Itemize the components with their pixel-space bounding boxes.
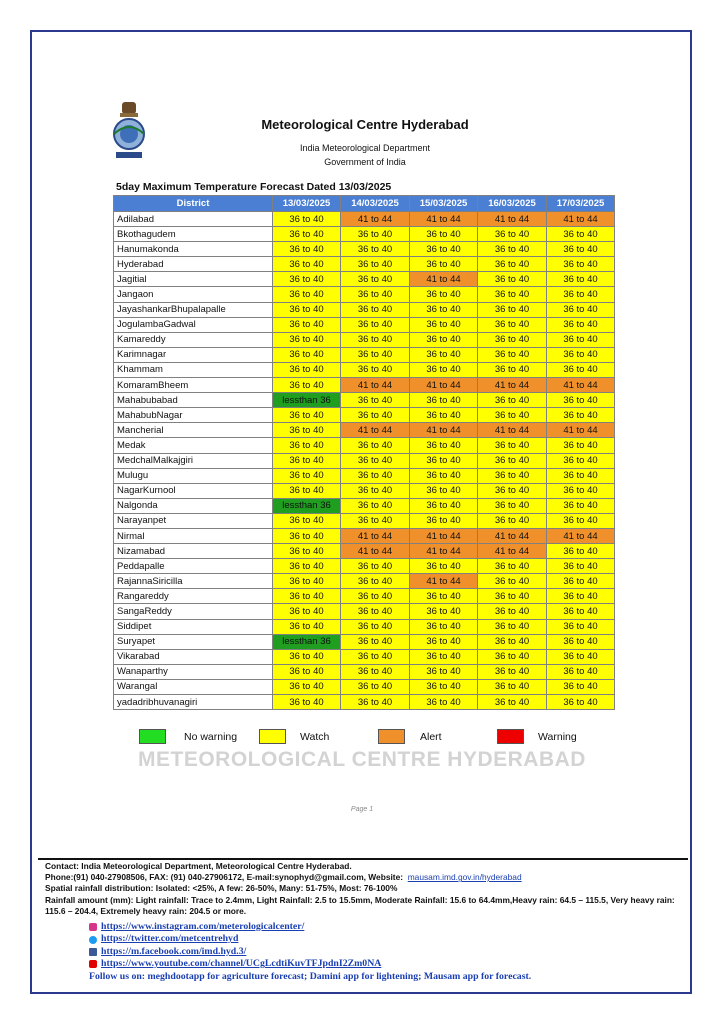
forecast-cell: 36 to 40: [547, 362, 615, 377]
district-name: Warangal: [114, 679, 273, 694]
forecast-cell: 41 to 44: [547, 378, 615, 393]
forecast-cell: lessthan 36: [273, 498, 341, 513]
forecast-cell: 36 to 40: [410, 559, 478, 574]
forecast-table: [113, 195, 615, 710]
forecast-cell: 41 to 44: [478, 544, 547, 559]
watermark: METEOROLOGICAL CENTRE HYDERABAD: [138, 748, 586, 771]
forecast-cell: 36 to 40: [341, 559, 410, 574]
forecast-cell: 36 to 40: [547, 544, 615, 559]
forecast-cell: 41 to 44: [547, 423, 615, 438]
page-number: Page 1: [350, 806, 374, 813]
table-row: [114, 574, 615, 589]
district-name: KomaramBheem: [114, 378, 273, 393]
forecast-cell: 36 to 40: [341, 257, 410, 272]
forecast-cell: 36 to 40: [273, 438, 341, 453]
forecast-cell: 41 to 44: [341, 423, 410, 438]
table-row: [114, 664, 615, 679]
forecast-cell: 36 to 40: [410, 287, 478, 302]
table-row: [114, 332, 615, 347]
youtube-icon: [89, 960, 97, 968]
forecast-cell: 36 to 40: [478, 272, 547, 287]
forecast-cell: 36 to 40: [478, 679, 547, 694]
forecast-cell: 36 to 40: [273, 649, 341, 664]
district-name: Vikarabad: [114, 649, 273, 664]
link-text[interactable]: https://m.facebook.com/imd.hyd.3/: [101, 945, 247, 957]
forecast-cell: 36 to 40: [547, 302, 615, 317]
forecast-cell: 36 to 40: [341, 695, 410, 710]
forecast-cell: 41 to 44: [478, 423, 547, 438]
forecast-cell: 36 to 40: [341, 438, 410, 453]
column-header: District: [114, 196, 273, 212]
district-name: Mulugu: [114, 468, 273, 483]
forecast-cell: 36 to 40: [547, 272, 615, 287]
forecast-cell: 36 to 40: [273, 378, 341, 393]
forecast-cell: 36 to 40: [341, 589, 410, 604]
forecast-cell: 36 to 40: [273, 544, 341, 559]
forecast-cell: 36 to 40: [273, 664, 341, 679]
table-row: [114, 438, 615, 453]
forecast-cell: 36 to 40: [410, 468, 478, 483]
footer-divider: [38, 858, 688, 860]
district-name: Hanumakonda: [114, 242, 273, 257]
forecast-cell: 36 to 40: [410, 513, 478, 528]
table-row: [114, 604, 615, 619]
district-name: Medak: [114, 438, 273, 453]
forecast-cell: 36 to 40: [410, 695, 478, 710]
district-name: Narayanpet: [114, 513, 273, 528]
website-link[interactable]: mausam.imd.gov.in/hyderabad: [407, 872, 522, 883]
forecast-cell: 36 to 40: [547, 227, 615, 242]
forecast-cell: 36 to 40: [273, 212, 341, 227]
forecast-cell: 36 to 40: [410, 362, 478, 377]
instagram-link[interactable]: [89, 921, 531, 933]
link-text[interactable]: https://www.instagram.com/meterologicalcenter/: [101, 921, 305, 932]
footer: [45, 861, 685, 917]
forecast-cell: 36 to 40: [410, 453, 478, 468]
district-name: JayashankarBhupalapalle: [114, 302, 273, 317]
table-row: [114, 513, 615, 528]
forecast-cell: 36 to 40: [341, 619, 410, 634]
forecast-cell: 36 to 40: [478, 483, 547, 498]
legend-label: Warning: [538, 731, 577, 743]
instagram-icon: [89, 923, 97, 931]
forecast-cell: 36 to 40: [273, 227, 341, 242]
footer-phone-line: [45, 872, 685, 883]
table-row: [114, 378, 615, 393]
district-name: Mancherial: [114, 423, 273, 438]
forecast-cell: 36 to 40: [547, 438, 615, 453]
forecast-cell: 36 to 40: [410, 227, 478, 242]
forecast-cell: 36 to 40: [410, 634, 478, 649]
forecast-cell: 36 to 40: [341, 332, 410, 347]
column-header: 17/03/2025: [547, 196, 615, 212]
forecast-cell: 36 to 40: [341, 574, 410, 589]
forecast-cell: 36 to 40: [547, 679, 615, 694]
forecast-cell: 36 to 40: [410, 332, 478, 347]
forecast-cell: 36 to 40: [478, 634, 547, 649]
forecast-cell: 36 to 40: [273, 302, 341, 317]
forecast-cell: 41 to 44: [410, 212, 478, 227]
legend-swatch-watch: [259, 729, 286, 744]
forecast-cell: 36 to 40: [341, 393, 410, 408]
forecast-cell: 36 to 40: [273, 483, 341, 498]
forecast-cell: 36 to 40: [478, 649, 547, 664]
forecast-cell: 36 to 40: [478, 664, 547, 679]
forecast-cell: 36 to 40: [273, 574, 341, 589]
link-text[interactable]: https://www.youtube.com/channel/UCgLcdtiKuvTFJpdnI2Zm0NA: [101, 958, 382, 970]
forecast-cell: 36 to 40: [341, 408, 410, 423]
twitter-link[interactable]: [89, 933, 531, 945]
legend-label: No warning: [184, 731, 238, 743]
forecast-cell: 41 to 44: [341, 528, 410, 543]
table-row: [114, 483, 615, 498]
forecast-cell: 36 to 40: [478, 242, 547, 257]
emblem-logo: [108, 100, 150, 162]
forecast-cell: 36 to 40: [341, 302, 410, 317]
forecast-cell: 36 to 40: [547, 559, 615, 574]
forecast-heading: 5day Maximum Temperature Forecast Dated 13/03/2025: [116, 181, 392, 193]
facebook-icon: [89, 948, 97, 956]
forecast-cell: 36 to 40: [410, 664, 478, 679]
forecast-cell: 41 to 44: [410, 574, 478, 589]
forecast-cell: 36 to 40: [410, 317, 478, 332]
forecast-cell: 36 to 40: [273, 317, 341, 332]
legend-swatch-no-warning: [139, 729, 166, 744]
forecast-cell: 36 to 40: [410, 393, 478, 408]
forecast-cell: 36 to 40: [478, 227, 547, 242]
table-row: [114, 453, 615, 468]
forecast-cell: 36 to 40: [273, 604, 341, 619]
table-row: [114, 498, 615, 513]
forecast-cell: 36 to 40: [410, 604, 478, 619]
table-row: [114, 212, 615, 227]
footer-rainfall: Rainfall amount (mm): Light rainfall: Trace to 2.4mm, Light Rainfall: 2.5 to 15.5mm, Moderate Rainfall: 15.6 to 64.4mm,Heavy rain: 64.5 – 115.5, Very heavy rain: 115.6 – 204.4, Extremely heavy rain: 204.5 or more.: [45, 894, 675, 916]
forecast-cell: 36 to 40: [547, 483, 615, 498]
table-row: [114, 317, 615, 332]
table-row: [114, 272, 615, 287]
district-name: Khammam: [114, 362, 273, 377]
district-name: Hyderabad: [114, 257, 273, 272]
forecast-cell: 36 to 40: [341, 468, 410, 483]
follow-us-text: Follow us on: meghdootapp for agriculture forecast; Damini app for lightening; Mausam app for forecast.: [89, 970, 532, 982]
forecast-cell: 36 to 40: [341, 362, 410, 377]
forecast-cell: 41 to 44: [478, 528, 547, 543]
forecast-cell: 36 to 40: [547, 589, 615, 604]
forecast-cell: 36 to 40: [547, 604, 615, 619]
table-row: [114, 559, 615, 574]
forecast-cell: 41 to 44: [410, 423, 478, 438]
forecast-cell: 36 to 40: [410, 589, 478, 604]
twitter-icon: [89, 936, 97, 944]
forecast-cell: lessthan 36: [273, 634, 341, 649]
forecast-cell: 36 to 40: [547, 649, 615, 664]
district-name: SangaReddy: [114, 604, 273, 619]
forecast-cell: 36 to 40: [547, 619, 615, 634]
forecast-cell: 36 to 40: [341, 483, 410, 498]
district-name: Wanaparthy: [114, 664, 273, 679]
forecast-cell: 36 to 40: [341, 272, 410, 287]
district-name: Jagitial: [114, 272, 273, 287]
forecast-cell: 41 to 44: [341, 378, 410, 393]
forecast-cell: 36 to 40: [547, 634, 615, 649]
table-header-row: [114, 196, 615, 212]
forecast-cell: 36 to 40: [410, 408, 478, 423]
forecast-cell: 36 to 40: [341, 604, 410, 619]
forecast-cell: 36 to 40: [273, 257, 341, 272]
forecast-cell: 36 to 40: [478, 604, 547, 619]
table-row: [114, 544, 615, 559]
district-name: Nirmal: [114, 528, 273, 543]
forecast-cell: 36 to 40: [547, 574, 615, 589]
forecast-cell: 36 to 40: [273, 332, 341, 347]
forecast-cell: 36 to 40: [478, 589, 547, 604]
table-row: [114, 679, 615, 694]
district-name: Kamareddy: [114, 332, 273, 347]
forecast-cell: 36 to 40: [547, 347, 615, 362]
forecast-cell: 36 to 40: [273, 468, 341, 483]
forecast-cell: 36 to 40: [341, 513, 410, 528]
forecast-cell: 36 to 40: [478, 317, 547, 332]
district-name: Nalgonda: [114, 498, 273, 513]
forecast-cell: 36 to 40: [547, 332, 615, 347]
forecast-cell: 36 to 40: [273, 528, 341, 543]
page-title: Meteorological Centre Hyderabad: [261, 117, 469, 132]
table-row: [114, 347, 615, 362]
column-header: 13/03/2025: [273, 196, 341, 212]
district-name: RajannaSiricilla: [114, 574, 273, 589]
table-row: [114, 468, 615, 483]
forecast-cell: 36 to 40: [478, 332, 547, 347]
forecast-cell: 36 to 40: [478, 408, 547, 423]
legend-swatch-alert: [378, 729, 405, 744]
forecast-cell: 36 to 40: [478, 498, 547, 513]
column-header: 15/03/2025: [410, 196, 478, 212]
forecast-cell: 36 to 40: [273, 408, 341, 423]
forecast-cell: 36 to 40: [478, 468, 547, 483]
facebook-link[interactable]: [89, 946, 531, 958]
forecast-cell: 36 to 40: [341, 317, 410, 332]
table-row: [114, 302, 615, 317]
forecast-cell: 41 to 44: [478, 378, 547, 393]
forecast-cell: 36 to 40: [341, 453, 410, 468]
table-row: [114, 287, 615, 302]
forecast-cell: 36 to 40: [547, 695, 615, 710]
forecast-cell: 36 to 40: [478, 695, 547, 710]
forecast-cell: 36 to 40: [478, 257, 547, 272]
forecast-cell: 36 to 40: [547, 453, 615, 468]
table-row: [114, 695, 615, 710]
forecast-cell: 36 to 40: [478, 574, 547, 589]
forecast-cell: 36 to 40: [478, 559, 547, 574]
forecast-cell: 41 to 44: [410, 378, 478, 393]
district-name: Peddapalle: [114, 559, 273, 574]
district-name: Siddipet: [114, 619, 273, 634]
government-name: Government of India: [324, 157, 406, 167]
forecast-cell: 36 to 40: [341, 679, 410, 694]
forecast-cell: 41 to 44: [410, 544, 478, 559]
forecast-cell: 36 to 40: [273, 589, 341, 604]
forecast-cell: 36 to 40: [273, 619, 341, 634]
table-row: [114, 408, 615, 423]
forecast-cell: 36 to 40: [410, 483, 478, 498]
footer-phone: Phone:(91) 040-27908506, FAX: (91) 040-27906172, E-mail:synophyd@gmail.com, Website:: [45, 872, 404, 883]
table-row: [114, 619, 615, 634]
forecast-cell: 41 to 44: [410, 528, 478, 543]
forecast-cell: 36 to 40: [547, 468, 615, 483]
forecast-cell: 36 to 40: [478, 362, 547, 377]
youtube-link[interactable]: [89, 958, 531, 970]
forecast-cell: 36 to 40: [478, 619, 547, 634]
forecast-cell: 36 to 40: [410, 257, 478, 272]
forecast-cell: 36 to 40: [273, 513, 341, 528]
forecast-cell: 36 to 40: [273, 347, 341, 362]
forecast-cell: 36 to 40: [273, 695, 341, 710]
district-name: Rangareddy: [114, 589, 273, 604]
district-name: MedchalMalkajgiri: [114, 453, 273, 468]
district-name: Mahabubabad: [114, 393, 273, 408]
legend-label: Watch: [300, 731, 330, 743]
table-row: [114, 393, 615, 408]
forecast-cell: 41 to 44: [547, 212, 615, 227]
district-name: Adilabad: [114, 212, 273, 227]
table-row: [114, 227, 615, 242]
forecast-cell: 36 to 40: [547, 287, 615, 302]
district-name: yadadribhuvanagiri: [114, 695, 273, 710]
forecast-cell: 36 to 40: [341, 649, 410, 664]
forecast-cell: 36 to 40: [547, 317, 615, 332]
district-name: Nizamabad: [114, 544, 273, 559]
forecast-cell: 41 to 44: [341, 544, 410, 559]
district-name: JogulambaGadwal: [114, 317, 273, 332]
forecast-cell: 36 to 40: [410, 619, 478, 634]
forecast-cell: 36 to 40: [478, 453, 547, 468]
forecast-cell: 36 to 40: [547, 408, 615, 423]
column-header: 14/03/2025: [341, 196, 410, 212]
forecast-cell: 36 to 40: [410, 649, 478, 664]
forecast-cell: 36 to 40: [341, 287, 410, 302]
forecast-cell: 36 to 40: [273, 272, 341, 287]
table-row: [114, 528, 615, 543]
forecast-cell: 36 to 40: [547, 393, 615, 408]
forecast-cell: 36 to 40: [341, 664, 410, 679]
forecast-cell: lessthan 36: [273, 393, 341, 408]
table-body: [114, 212, 615, 710]
table-row: [114, 257, 615, 272]
social-links: [89, 921, 531, 983]
footer-contact: Contact: India Meteorological Department, Meteorological Centre Hyderabad.: [45, 861, 352, 871]
legend: [0, 729, 724, 749]
district-name: MahabubNagar: [114, 408, 273, 423]
district-name: NagarKurnool: [114, 483, 273, 498]
forecast-cell: 36 to 40: [273, 242, 341, 257]
forecast-cell: 36 to 40: [547, 498, 615, 513]
forecast-cell: 36 to 40: [410, 679, 478, 694]
forecast-cell: 36 to 40: [410, 242, 478, 257]
forecast-cell: 36 to 40: [478, 513, 547, 528]
forecast-cell: 36 to 40: [478, 393, 547, 408]
link-text[interactable]: https://twitter.com/metcentrehyd: [101, 933, 239, 945]
forecast-cell: 36 to 40: [478, 287, 547, 302]
forecast-cell: 36 to 40: [273, 423, 341, 438]
legend-label: Alert: [420, 731, 442, 743]
forecast-cell: 36 to 40: [547, 513, 615, 528]
forecast-cell: 36 to 40: [341, 347, 410, 362]
district-name: Suryapet: [114, 634, 273, 649]
table-row: [114, 649, 615, 664]
district-name: Jangaon: [114, 287, 273, 302]
table-row: [114, 634, 615, 649]
forecast-cell: 36 to 40: [410, 438, 478, 453]
forecast-cell: 36 to 40: [273, 559, 341, 574]
forecast-cell: 36 to 40: [341, 498, 410, 513]
forecast-cell: 36 to 40: [478, 347, 547, 362]
forecast-cell: 36 to 40: [410, 498, 478, 513]
forecast-cell: 41 to 44: [478, 212, 547, 227]
table-row: [114, 242, 615, 257]
forecast-cell: 36 to 40: [547, 242, 615, 257]
forecast-cell: 36 to 40: [273, 287, 341, 302]
forecast-cell: 41 to 44: [547, 528, 615, 543]
forecast-cell: 36 to 40: [478, 438, 547, 453]
forecast-cell: 36 to 40: [341, 634, 410, 649]
legend-swatch-warning: [497, 729, 524, 744]
footer-spatial: Spatial rainfall distribution: Isolated: <25%, A few: 26-50%, Many: 51-75%, Most: 76-100%: [45, 883, 398, 894]
forecast-cell: 36 to 40: [273, 453, 341, 468]
district-name: Bkothagudem: [114, 227, 273, 242]
forecast-cell: 36 to 40: [478, 302, 547, 317]
district-name: Karimnagar: [114, 347, 273, 362]
forecast-cell: 36 to 40: [341, 242, 410, 257]
forecast-cell: 36 to 40: [273, 679, 341, 694]
table-row: [114, 423, 615, 438]
table-row: [114, 362, 615, 377]
department-name: India Meteorological Department: [299, 143, 431, 153]
table-row: [114, 589, 615, 604]
forecast-cell: 36 to 40: [410, 302, 478, 317]
forecast-cell: 36 to 40: [547, 664, 615, 679]
forecast-cell: 41 to 44: [341, 212, 410, 227]
column-header: 16/03/2025: [478, 196, 547, 212]
forecast-cell: 41 to 44: [410, 272, 478, 287]
forecast-cell: 36 to 40: [273, 362, 341, 377]
forecast-cell: 36 to 40: [341, 227, 410, 242]
forecast-cell: 36 to 40: [547, 257, 615, 272]
forecast-cell: 36 to 40: [410, 347, 478, 362]
